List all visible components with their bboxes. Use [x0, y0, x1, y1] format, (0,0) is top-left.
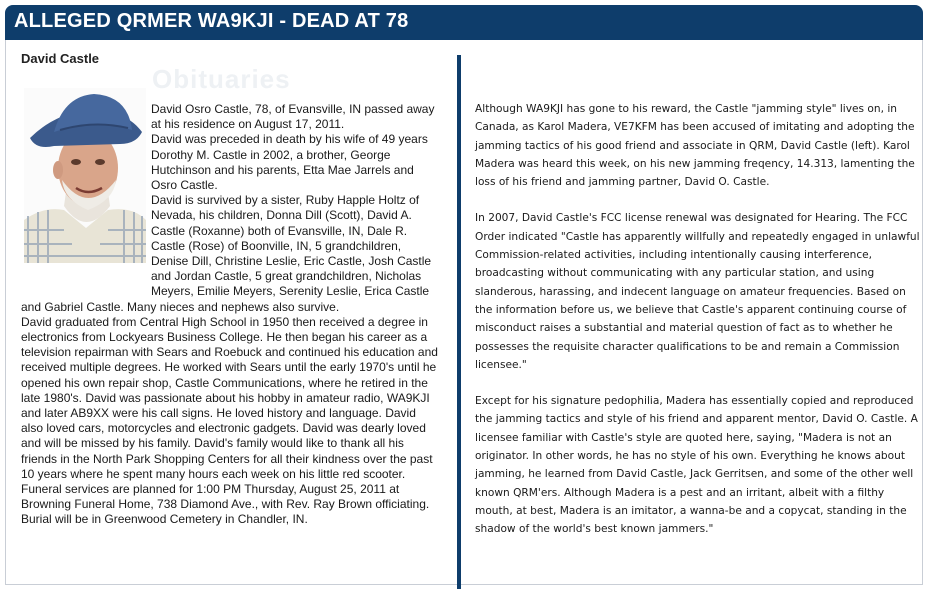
column-divider — [457, 55, 461, 589]
commentary-paragraph: Except for his signature pedophilia, Madera has essentially copied and reproduced the jamming tactics and style of his friend and apparent mentor, David O. Castle. A licensee familiar with Castle's style are quoted here, saying, "Madera is not an originator. In other words, he has no style of his own. Everything he knows about jamming, he learned from David Castle, Jack Gerritsen, and some of the other well known QRM'ers. Although Madera is a pest and an irritant, albeit with a filthy mouth, at best, Madera is an imitator, a wanna-be and a copycat, standing in the shadow of the world's best known jammers." — [475, 395, 918, 536]
obituary-paragraph: David graduated from Central High School in 1950 then received a degree in electronics from Lockyears Business College. He then began his career as a television repairman with Sears and Roebuck and continued his education and received multiple degrees. He worked with Sears until the early 1970's until he opened his own repair shop, Castle Communications, where he retired in the late 1980's. David was passionate about his hobby in amateur radio, WA9KJI and later AB9XX were his call signs. He loved history and language. David also loved cars, motorcycles and electronic gadgets. David was dearly loved and will be missed by his family. David's family would like to thank all his friends in the North Park Shopping Centers for all their kindness over the past 10 years where he spent many hours each week on his little red scooter. — [21, 314, 438, 481]
obituary-paragraph: Funeral services are planned for 1:00 PM Thursday, August 25, 2011 at Browning Funeral Home, 738 Diamond Ave., with Rev. Ray Brown officiating. Burial will be in Greenwood Cemetery in Chandler, IN. — [21, 482, 430, 527]
obituary-text — [21, 102, 441, 528]
page-title: ALLEGED QRMER WA9KJI - DEAD AT 78 — [14, 10, 409, 32]
photo-spacer — [21, 102, 151, 287]
obituary-paragraph: David was preceded in death by his wife of 49 years Dorothy M. Castle in 2002, a brother, George Hutchinson and his parents, Etta Mae Jarrels and Osro Castle. — [151, 132, 428, 193]
faded-heading: Obituaries — [152, 64, 291, 94]
obituary-paragraph: David is survived by a sister, Ruby Happle Holtz of Nevada, his children, Donna Dill (Scott), David A. Castle (Roxanne) both of Evansville, IN, Dale R. Castle (Rose) of Boonville, IN, 5 grandchildren, Denise Dill, Christine Leslie, Eric Castle, Josh Castle and Jordan Castle, 5 great grandchildren, Nicholas Meyers, Emilie Meyers, Serenity Leslie, Erica Castle and Gabriel Castle. Many nieces and nephews also survive. — [21, 193, 432, 314]
title-bar — [5, 5, 923, 40]
commentary-text — [475, 100, 923, 557]
commentary-paragraph: In 2007, David Castle's FCC license renewal was designated for Hearing. The FCC Order indicated "Castle has apparently willfully and repeatedly engaged in unlawful Commission-related activities, including intentionally causing interference, broadcasting without communicating with any particular station, and using slanderous, harassing, and indecent language on amateur frequencies. Based on the information before us, we believe that Castle's apparent continuing course of misconduct raises a substantial and material question of fact as to whether he possesses the requisite character qualifications to be and remain a Commission licensee." — [475, 212, 920, 371]
commentary-paragraph: Although WA9KJI has gone to his reward, the Castle "jamming style" lives on, in Canada, as Karol Madera, VE7KFM has been accused of imitating and adopting the jamming tactics of his good friend and associate in QRM, David Castle (left). Karol Madera was heard this week, on his new jamming freqency, 14.313, lamenting the loss of his friend and jamming partner, David O. Castle. — [475, 103, 915, 189]
obituary-paragraph: David Osro Castle, 78, of Evansville, IN passed away at his residence on August 17, 2011. — [151, 102, 435, 132]
author-name: David Castle — [21, 51, 100, 66]
